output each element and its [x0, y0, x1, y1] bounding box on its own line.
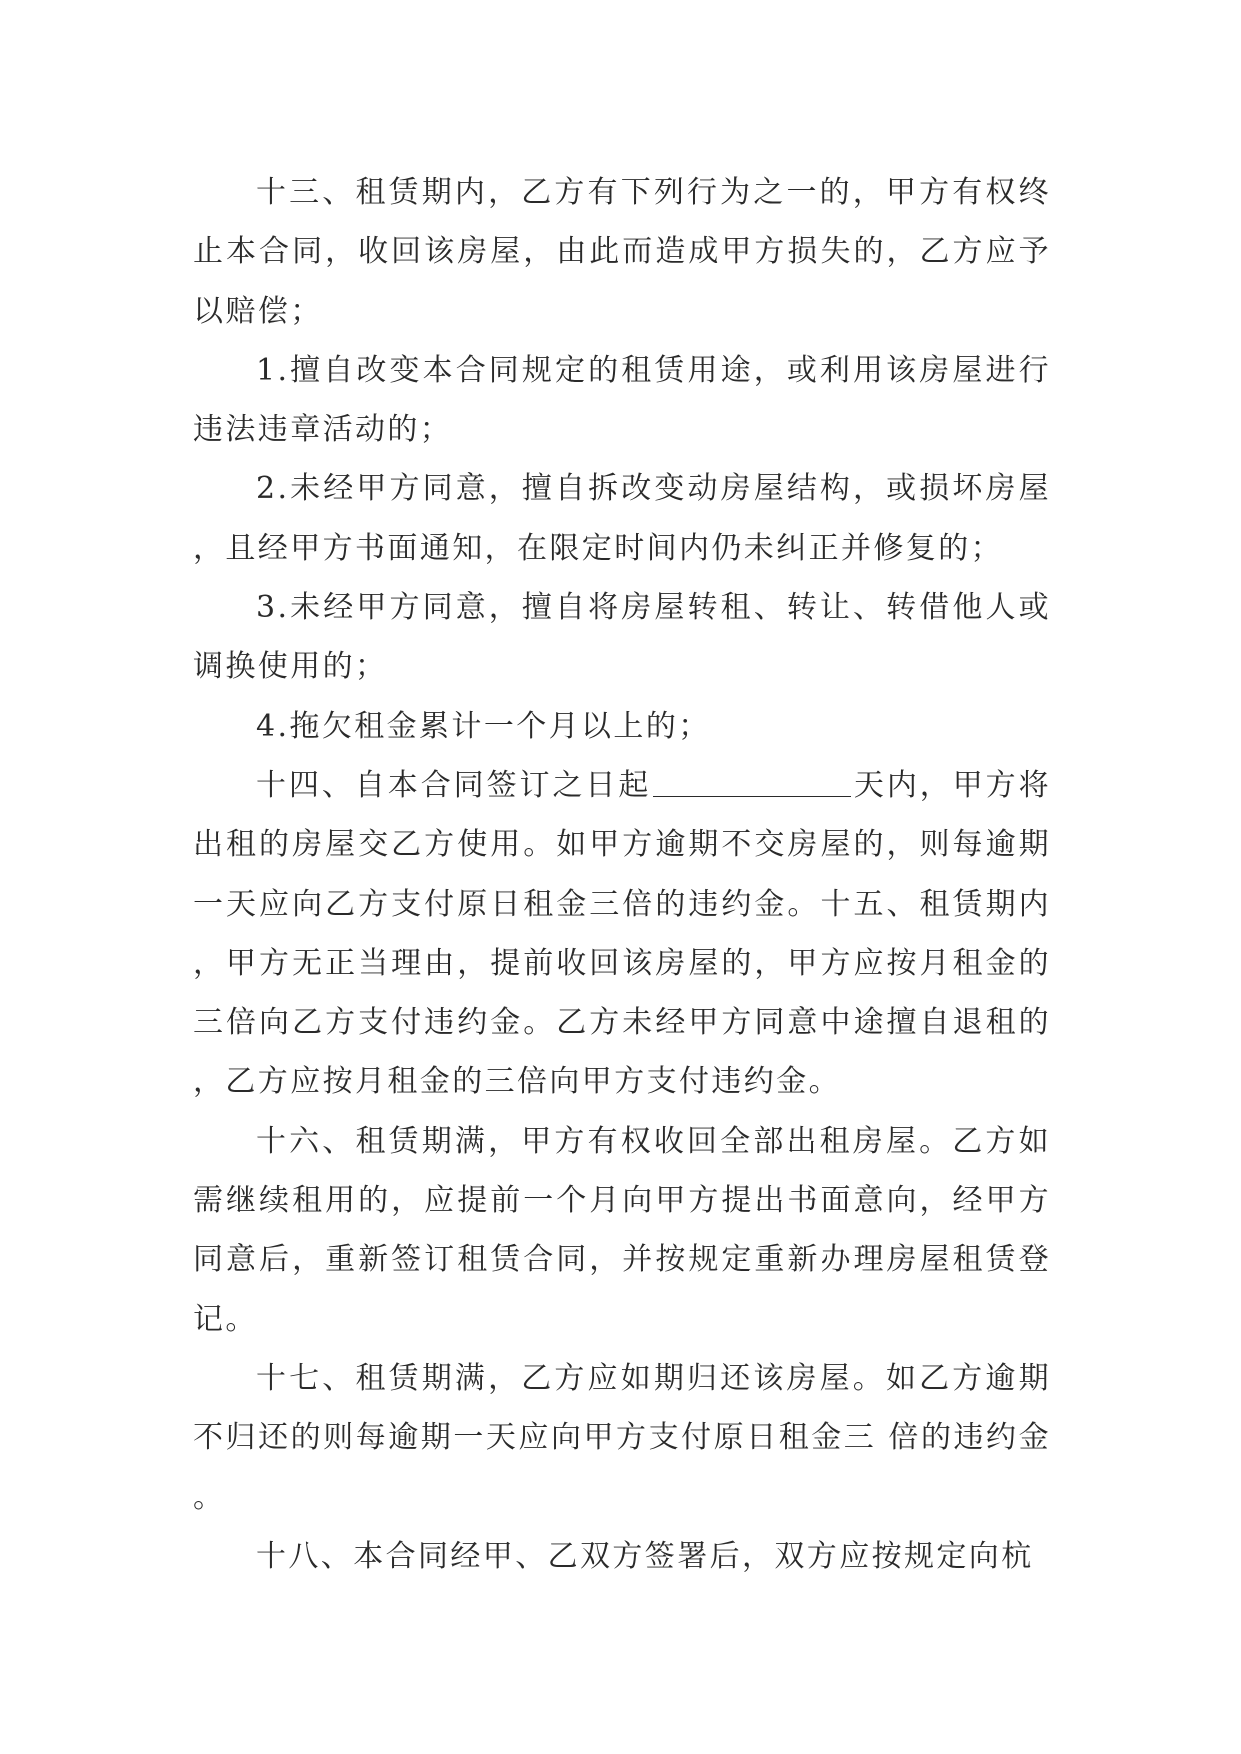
- clause-14-text-before-blank: 十四、自本合同签订之日起: [256, 767, 652, 803]
- clause-14-15: [193, 756, 1051, 1112]
- clause-16: 十六、租赁期满，甲方有权收回全部出租房屋。乙方如需继续租用的，应提前一个月向甲方提出书面意向，经甲方同意后，重新签订租赁合同，并按规定重新办理房屋租赁登记。: [193, 1123, 1051, 1337]
- clause-13-item-1: 1.擅自改变本合同规定的租赁用途，或利用该房屋进行违法违章活动的；: [193, 352, 1051, 448]
- contract-text-body: [193, 163, 1051, 1586]
- clause-13-item-3: 3.未经甲方同意，擅自将房屋转租、转让、转借他人或调换使用的；: [193, 590, 1051, 685]
- clause-13-item-2: 2.未经甲方同意，擅自拆改变动房屋结构，或损坏房屋，且经甲方书面通知，在限定时间内仍未纠正并修复的；: [193, 471, 1051, 566]
- clause-17: 十七、租赁期满，乙方应如期归还该房屋。如乙方逾期不归还的则每逾期一天应向甲方支付原日租金三 倍的违约金。: [193, 1360, 1051, 1515]
- clause-14-text-after-blank: 天内，甲方将出租的房屋交乙方使用。如甲方逾期不交房屋的，则每逾期一天应向乙方支付原日租金三倍的违约金。十五、租赁期内，甲方无正当理由，提前收回该房屋的，甲方应按月租金的三倍向乙方支付违约金。乙方未经甲方同意中途擅自退租的，乙方应按月租金的三倍向甲方支付违约金。: [193, 767, 1051, 1100]
- clause-18: 十八、本合同经甲、乙双方签署后，双方应按规定向杭: [256, 1538, 1034, 1574]
- days-blank-field: [653, 769, 851, 797]
- clause-13-item-4: 4.拖欠租金累计一个月以上的；: [256, 708, 711, 744]
- clause-13: 十三、租赁期内，乙方有下列行为之一的，甲方有权终止本合同，收回该房屋，由此而造成甲方损失的，乙方应予以赔偿；: [193, 175, 1051, 329]
